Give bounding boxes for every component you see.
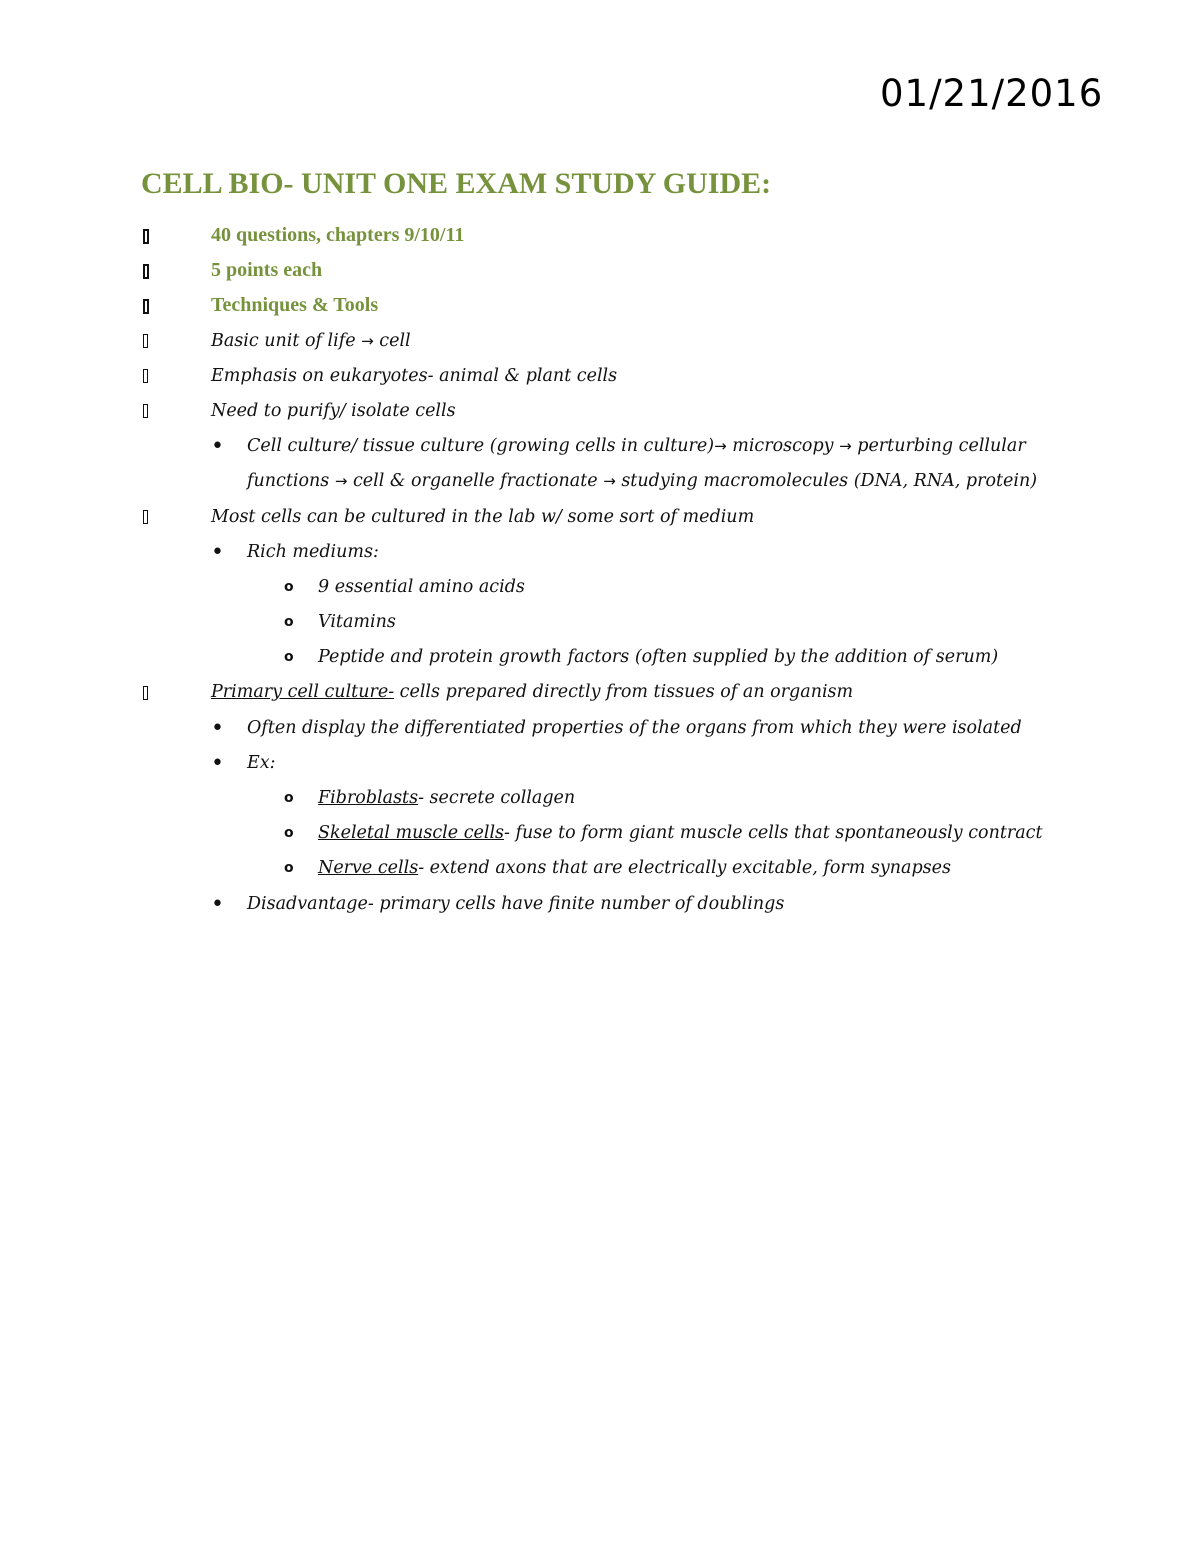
- list-item-text: Vitamins: [318, 612, 396, 633]
- list-item: [0, 535, 1200, 570]
- term: Skeletal muscle cells: [318, 823, 505, 844]
- bullet-dot-icon: •: [211, 539, 224, 565]
- list-item: [0, 570, 1200, 605]
- list-item-text: Primary cell culture- cells prepared directly from tissues of an organism: [211, 682, 854, 703]
- list-item: [0, 816, 1200, 851]
- checkbox-bullet-icon: [143, 675, 148, 710]
- checkbox-bullet-icon: [143, 394, 148, 429]
- document-date: 01/21/2016: [880, 72, 1104, 115]
- list-item-text: Most cells can be cultured in the lab w/ some sort of medium: [211, 506, 755, 527]
- list-item-text: Cell culture/ tissue culture (growing cells in culture)→ microscopy → perturbing cellular: [247, 436, 1026, 457]
- study-guide-list: [0, 218, 1200, 922]
- checkbox-bullet-icon: [143, 218, 149, 253]
- list-item: [0, 324, 1200, 359]
- bullet-dot-icon: •: [211, 891, 224, 917]
- list-item: [0, 288, 1200, 323]
- bullet-circle-icon: o: [284, 614, 294, 631]
- list-item-text: Ex:: [247, 752, 276, 773]
- bullet-dot-icon: •: [211, 750, 224, 776]
- right-arrow-icon: →: [714, 437, 727, 456]
- list-item: [0, 887, 1200, 922]
- list-item-text: Nerve cells- extend axons that are electrically excitable, form synapses: [318, 858, 951, 879]
- list-item-text: 40 questions, chapters 9/10/11: [211, 224, 465, 246]
- list-item: [0, 218, 1200, 253]
- term: Nerve cells: [318, 858, 419, 879]
- list-item-text: 5 points each: [211, 259, 323, 282]
- checkbox-bullet-icon: [143, 253, 149, 288]
- right-arrow-icon: →: [603, 472, 616, 491]
- list-item-text: Techniques & Tools: [211, 294, 379, 317]
- list-item: [0, 675, 1200, 710]
- list-item: [0, 429, 1200, 464]
- bullet-dot-icon: •: [211, 715, 224, 741]
- list-item-text: Often display the differentiated properties of the organs from which they were isolated: [247, 717, 1022, 738]
- list-item: [0, 711, 1200, 746]
- list-item: [0, 394, 1200, 429]
- bullet-circle-icon: o: [284, 825, 294, 842]
- checkbox-bullet-icon: [143, 359, 148, 394]
- list-item: [0, 746, 1200, 781]
- list-item-text: Disadvantage- primary cells have finite number of doublings: [247, 893, 785, 914]
- right-arrow-icon: →: [839, 437, 852, 456]
- bullet-circle-icon: o: [284, 649, 294, 666]
- list-item: [0, 640, 1200, 675]
- term: Fibroblasts: [318, 788, 419, 808]
- list-item-text: 9 essential amino acids: [318, 576, 525, 597]
- list-item: [0, 605, 1200, 640]
- bullet-dot-icon: •: [211, 434, 224, 460]
- list-item: [0, 781, 1200, 816]
- bullet-circle-icon: o: [284, 790, 294, 806]
- list-item: [0, 359, 1200, 394]
- list-item: [0, 500, 1200, 535]
- list-item-text: Need to purify/ isolate cells: [211, 400, 456, 421]
- document-title: CELL BIO- UNIT ONE EXAM STUDY GUIDE:: [141, 167, 772, 200]
- list-item-text: Basic unit of life → cell: [211, 330, 411, 351]
- list-item: [0, 253, 1200, 288]
- right-arrow-icon: →: [361, 331, 374, 350]
- checkbox-bullet-icon: [143, 500, 148, 535]
- list-item: [0, 851, 1200, 886]
- checkbox-bullet-icon: [143, 288, 149, 323]
- list-item-text: Emphasis on eukaryotes- animal & plant cells: [211, 365, 618, 386]
- list-item-text: Peptide and protein growth factors (often supplied by the addition of serum): [318, 647, 999, 668]
- list-item-text: Fibroblasts- secrete collagen: [318, 788, 576, 808]
- right-arrow-icon: →: [334, 472, 348, 491]
- bullet-circle-icon: o: [284, 578, 294, 595]
- list-item-continuation: [0, 464, 1200, 499]
- bullet-circle-icon: o: [284, 860, 294, 877]
- list-item-text: Rich mediums:: [247, 541, 379, 562]
- checkbox-bullet-icon: [143, 324, 148, 359]
- list-item-text: Skeletal muscle cells- fuse to form giant muscle cells that spontaneously contract: [318, 823, 1043, 844]
- list-item-text: functions → cell & organelle fractionate → studying macromolecules (DNA, RNA, protein): [247, 471, 1038, 492]
- term: Primary cell culture-: [211, 682, 395, 703]
